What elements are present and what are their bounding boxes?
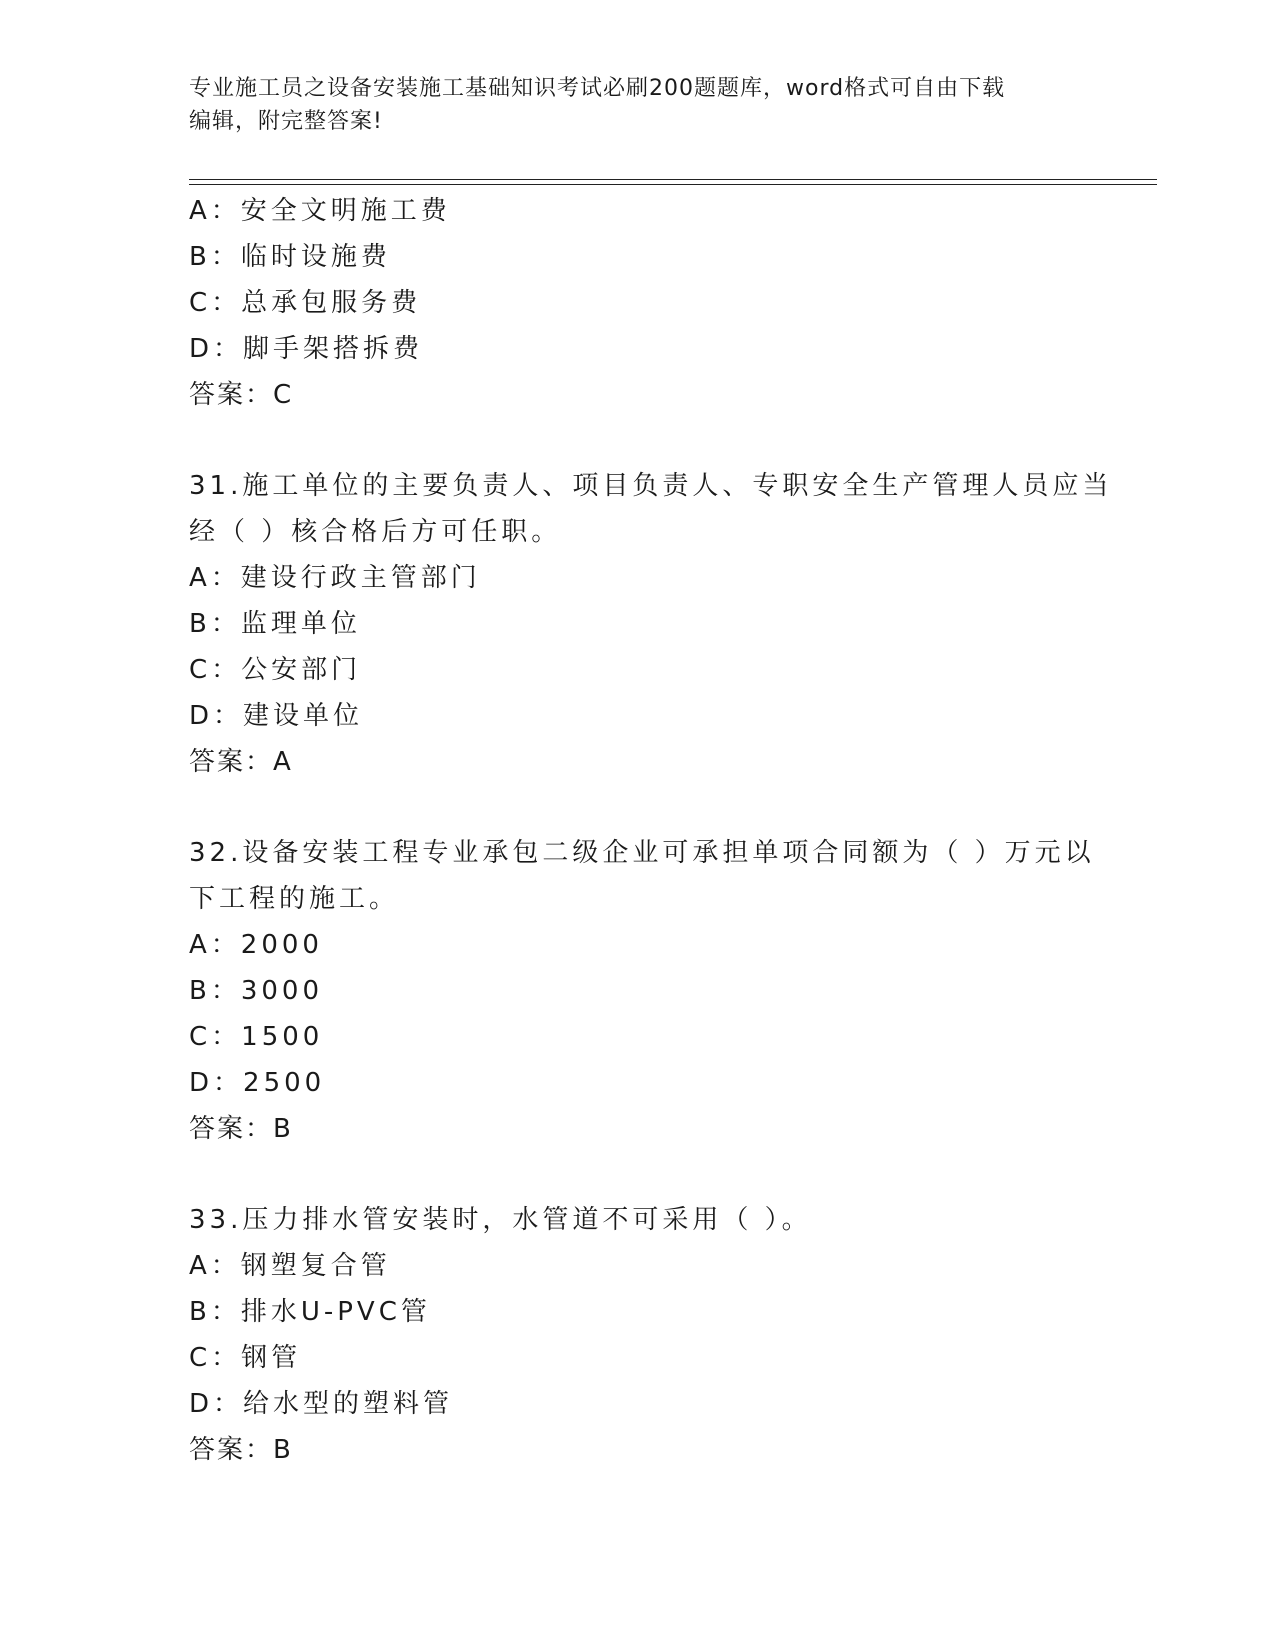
question-33 <box>189 1197 1089 1473</box>
header-divider-bottom <box>189 184 1157 185</box>
option-d: D：给水型的塑料管 <box>189 1389 454 1419</box>
carryover-question <box>189 188 1089 418</box>
option-b: B：临时设施费 <box>189 242 391 272</box>
option-c: C：1500 <box>189 1022 324 1052</box>
answer-line: 答案：B <box>189 1114 293 1144</box>
option-d: D：建设单位 <box>189 701 364 731</box>
question-32 <box>189 830 1095 1152</box>
header-title-line-1: 专业施工员之设备安装施工基础知识考试必刷200题题库，word格式可自由下载 <box>189 76 1006 101</box>
spacer <box>189 1152 1089 1197</box>
option-c: C：总承包服务费 <box>189 288 422 318</box>
option-a: A：建设行政主管部门 <box>189 563 481 593</box>
answer-line: 答案：A <box>189 747 293 777</box>
question-content <box>189 188 1113 1473</box>
option-b: B：排水U-PVC管 <box>189 1297 431 1327</box>
question-stem-line-1: 33.压力排水管安装时，水管道不可采用（ ）。 <box>189 1205 812 1235</box>
option-d: D：2500 <box>189 1068 326 1098</box>
header-divider-top <box>189 179 1157 180</box>
question-stem-line-2: 经（ ）核合格后方可任职。 <box>189 517 562 547</box>
option-b: B：3000 <box>189 976 324 1006</box>
option-a: A：安全文明施工费 <box>189 196 451 226</box>
document-header <box>189 72 1069 138</box>
option-c: C：公安部门 <box>189 655 362 685</box>
option-c: C：钢管 <box>189 1343 302 1373</box>
question-stem-line-1: 31.施工单位的主要负责人、项目负责人、专职安全生产管理人员应当 <box>189 471 1113 501</box>
header-title-line-2: 编辑，附完整答案! <box>189 109 383 134</box>
option-a: A：钢塑复合管 <box>189 1251 391 1281</box>
option-b: B：监理单位 <box>189 609 361 639</box>
option-a: A：2000 <box>189 930 323 960</box>
spacer <box>189 785 1089 830</box>
answer-line: 答案：B <box>189 1435 293 1465</box>
option-d: D：脚手架搭拆费 <box>189 334 424 364</box>
question-stem-line-2: 下工程的施工。 <box>189 884 400 914</box>
spacer <box>189 418 1089 463</box>
question-31 <box>189 463 1113 785</box>
answer-line: 答案：C <box>189 380 294 410</box>
question-stem-line-1: 32.设备安装工程专业承包二级企业可承担单项合同额为（ ）万元以 <box>189 838 1095 868</box>
